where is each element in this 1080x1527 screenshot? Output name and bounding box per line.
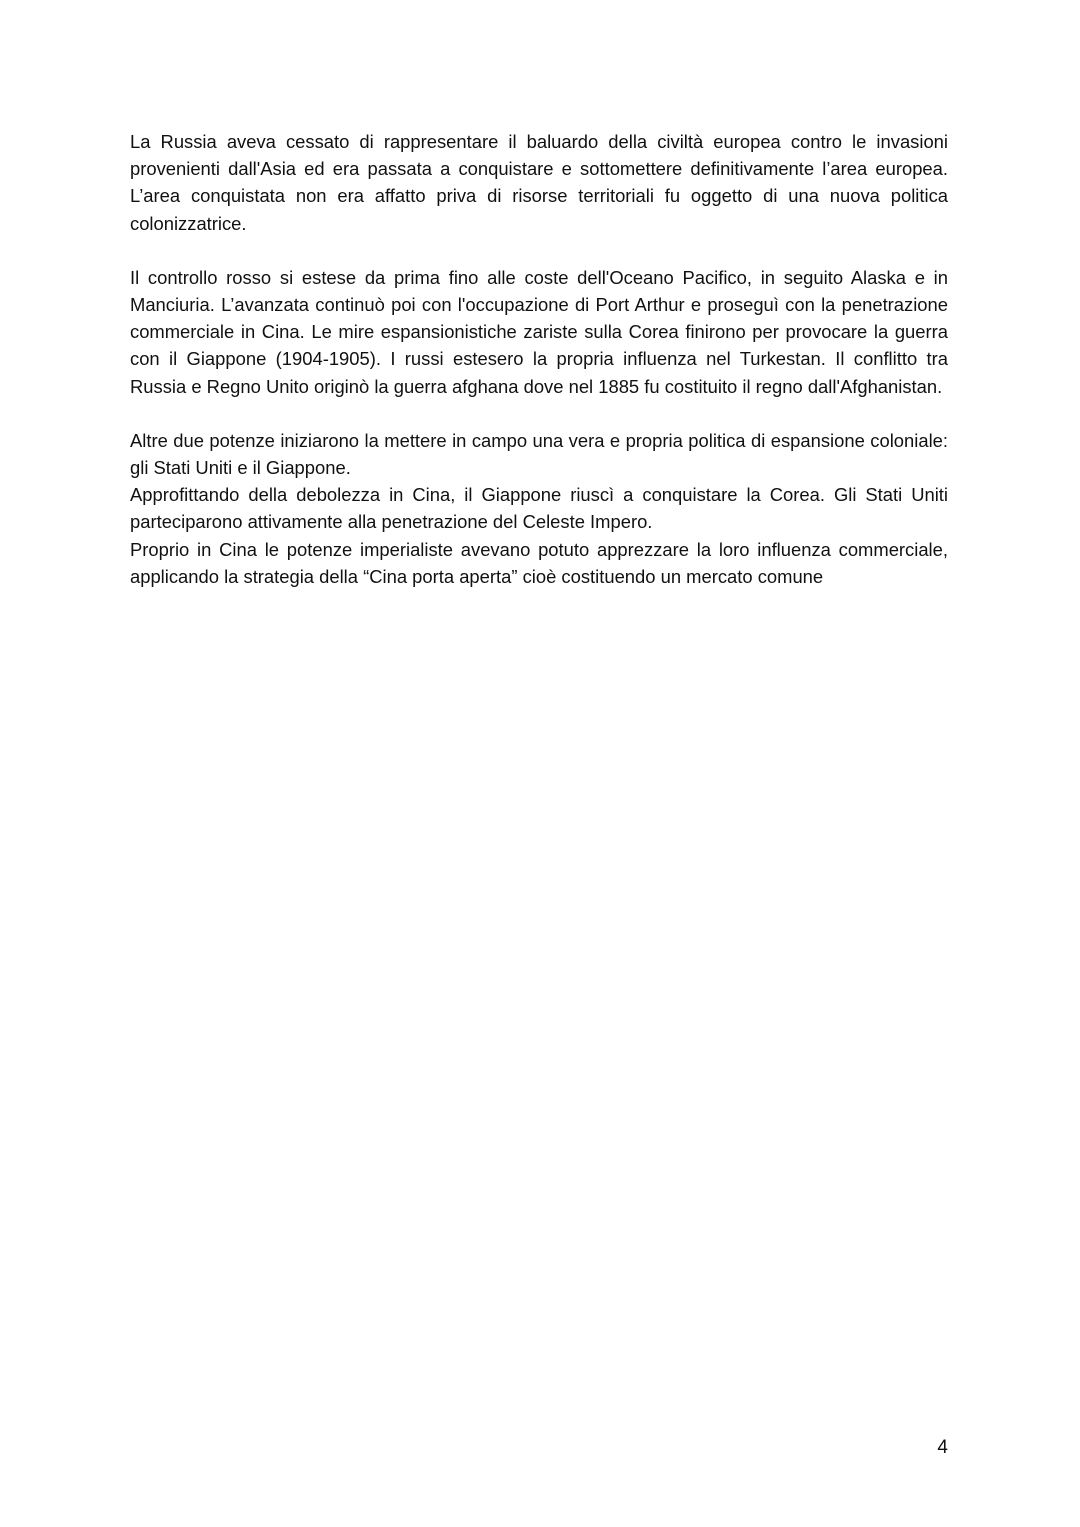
paragraph-japan-korea: Approfittando della debolezza in Cina, il Giappone riuscì a conquistare la Corea. Gli Stati Uniti parteciparono attivamente alla penetrazione del Celeste Impero. xyxy=(130,484,948,533)
paragraph-spacer xyxy=(130,400,948,427)
paragraph-red-control: Il controllo rosso si estese da prima fino alle coste dell'Oceano Pacifico, in seguito Alaska e in Manciuria. L’avanzata continuò poi con l'occupazione di Port Arthur e proseguì con la penetrazione commerciale in Cina. Le mire espansionistiche zariste sulla Corea finirono per provocare la guerra con il Giappone (1904-1905). I russi estesero la propria influenza nel Turkestan. Il conflitto tra Russia e Regno Unito originò la guerra afghana dove nel 1885 fu costituito il regno dall'Afghanistan. xyxy=(130,266,948,397)
paragraph-russia-expansion: La Russia aveva cessato di rappresentare il baluardo della civiltà europea contro le invasioni provenienti dall'Asia ed era passata a conquistare e sottomettere definitivamente l’area europea. L’area conquistata non era affatto priva di risorse territoriali fu oggetto di una nuova politica colonizzatrice. xyxy=(130,131,948,234)
paragraph-open-door-china: Proprio in Cina le potenze imperialiste avevano potuto apprezzare la loro influenza commerciale, applicando la strategia della “Cina porta aperta” cioè costituendo un mercato comune xyxy=(130,538,948,587)
page-number: 4 xyxy=(937,1437,948,1458)
paragraph-spacer xyxy=(130,237,948,264)
page-body xyxy=(130,128,948,590)
paragraph-other-powers: Altre due potenze iniziarono la mettere in campo una vera e propria politica di espansione coloniale: gli Stati Uniti e il Giappone. xyxy=(130,429,948,479)
